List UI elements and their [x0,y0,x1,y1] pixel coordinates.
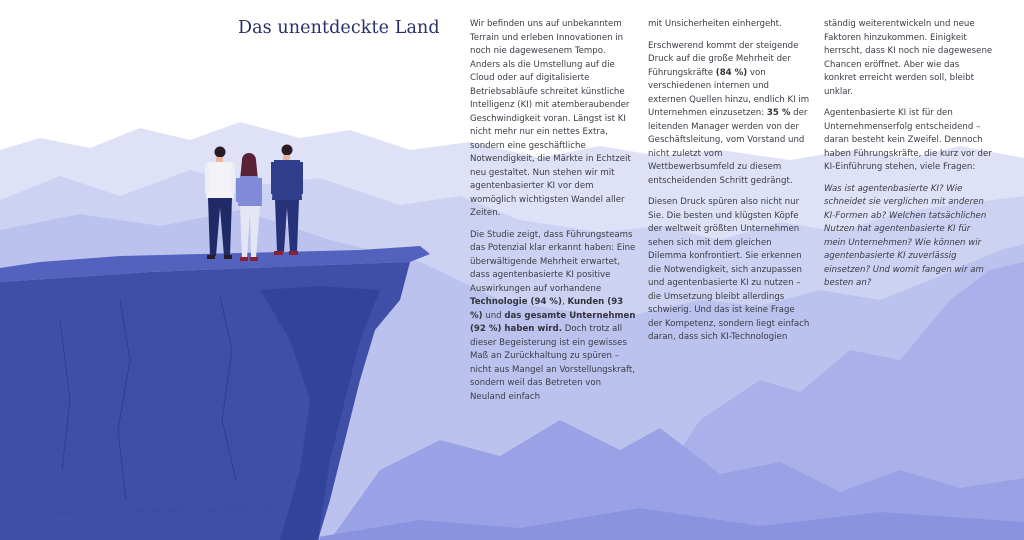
paragraph: mit Unsicherheiten einhergeht. [648,19,782,29]
paragraph: Erschwerend kommt der steigende Druck auf die große Mehrheit der Führungskräfte (84 %) von verschiedenen internen und externen Quellen hinzu, endlich KI im Unternehmen einzusetzen: 35 % der leitenden Manager werden von der Geschäftsleitung, vom Vorstand und nicht zuletzt vom Wettbewerbsumfeld zu diesem entscheidenden Schritt gedrängt. [648,40,810,186]
paragraph: Die Studie zeigt, dass Führungsteams das Potenzial klar erkannt haben: Eine überwältigende Mehrheit erwartet, dass agentenbasierte KI positive Auswirkungen auf vorhandene Technologie (94 %), Kunden (93 %) und das gesamte Unternehmen (92 %) haben wird. Doch trotz all dieser Begeisterung ist ein gewisses Maß an Zurückhaltung zu spüren – nicht aus Mangel an Vorstellungskraft, sondern weil das Betreten von Neuland einfach [470,229,636,402]
page-footer [40,508,287,516]
page-number: 2 [40,508,45,516]
page-title: Das unentdeckte Land [238,18,440,38]
running-title: DER NÄCHSTE GROSSE SPRUNG FÜR FÜHRUNGSKRÄFTE [80,508,287,516]
stat-managers: 35 % [766,108,791,118]
paragraph: ständig weiterentwickeln und neue Faktoren hinzukommen. Einigkeit herrscht, dass KI noch nie dagewesene Chancen eröffnet. Aber wie das konkret erreicht werden soll, bleibt unklar. [824,19,993,97]
paragraph: Wir befinden uns auf unbekanntem Terrain und erleben Innovationen in noch nie dagewesenem Tempo. Anders als die Umstellung auf die Cloud oder auf digitalisierte Betriebsabläufe schreitet künstliche Intelligenz (KI) mit atemberaubender Geschwindigkeit voran. Längst ist KI nicht mehr nur ein nettes Extra, sondern eine geschäftliche Notwendigkeit, die Märkte in Echtzeit neu gestaltet. Nun stehen wir mit agentenbasierter KI vor dem womöglich wichtigsten Wandel aller Zeiten. [470,19,631,218]
footer-rule [52,512,76,513]
stat-customers: Kunden (93 %) [470,297,624,321]
paragraph: Agentenbasierte KI ist für den Unternehmenserfolg entscheidend – daran besteht kein Zweifel. Dennoch haben Führungskräfte, die kurz vor der KI-Einführung stehen, viele Fragen: [824,108,992,172]
text-column-3 [824,18,994,299]
stat-pressure: (84 %) [715,67,748,78]
text-column-2 [648,18,810,353]
paragraph: Diesen Druck spüren also nicht nur Sie. Die besten und klügsten Köpfe der weltweit größten Unternehmen sehen sich mit dem gleichen Dilemma konfrontiert. Sie erkennen die Notwendigkeit, sich anzupassen und agentenbasierte KI zu nutzen – die Umsetzung bleibt allerdings schwierig. Und das ist keine Frage der Kompetenz, sondern liegt einfach daran, dass sich KI-Technologien [648,197,810,342]
stat-technology: Technologie (94 %) [470,297,562,307]
stat-company: das gesamte Unternehmen (92 %) haben wird. [470,310,636,334]
text-column-1 [470,18,638,412]
questions-paragraph: Was ist agentenbasierte KI? Wie schneidet sie verglichen mit anderen KI-Formen ab? Welchen tatsächlichen Nutzen hat agentenbasierte KI für mein Unternehmen? Wie können wir agentenbasierte KI zuverlässig einsetzen? Und womit fangen wir am besten an? [824,183,987,288]
